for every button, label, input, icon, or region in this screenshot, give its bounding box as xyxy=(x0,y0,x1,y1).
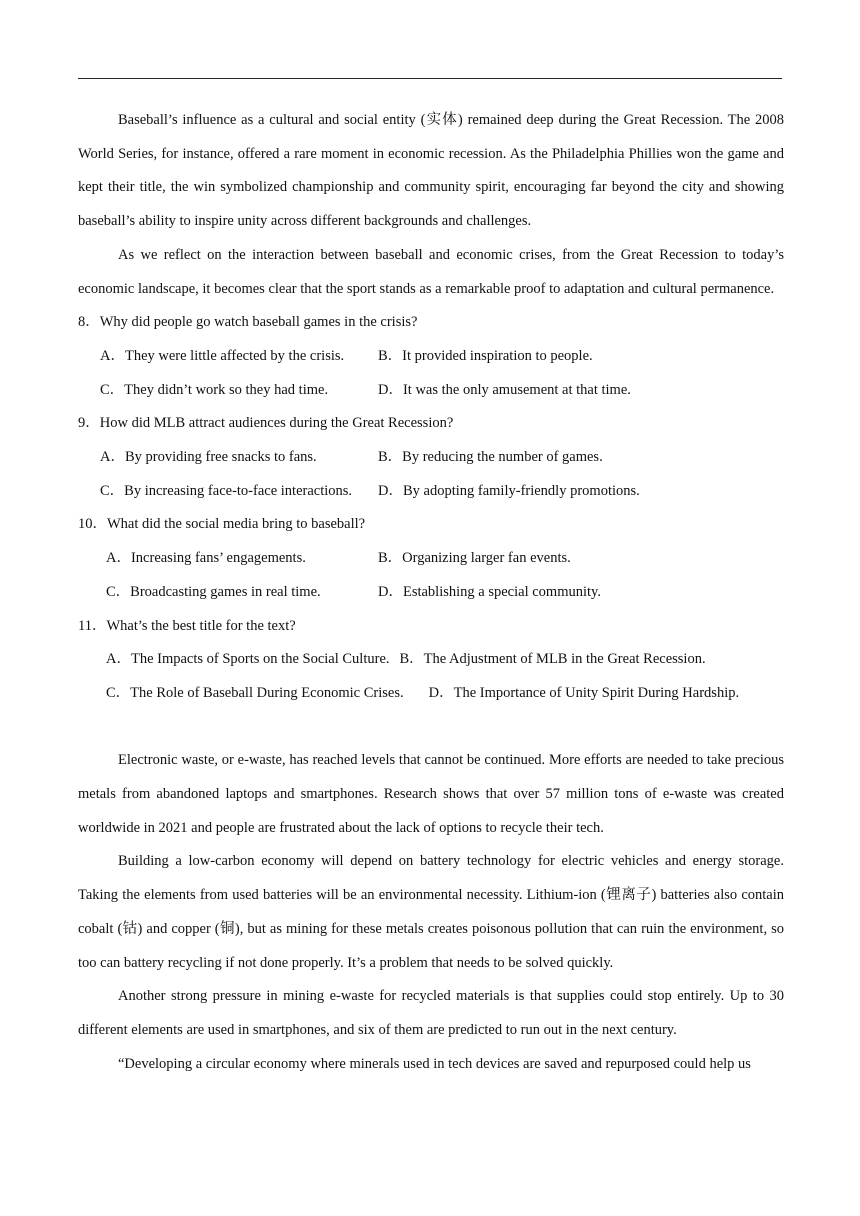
section-gap xyxy=(78,711,784,745)
options-row xyxy=(78,677,784,711)
option-d: D．It was the only amusement at that time. xyxy=(378,381,631,398)
passage-c-paragraph: Baseball’s influence as a cultural and social entity (实体) remained deep during the Great Recession. The 2008 World Series, for instance, offered a rare moment in economic recession. As the Philadelphia Phillies won the game and kept their title, the win symbolized championship and community spirit, encouraging far beyond the city and showing baseball’s ability to inspire unity across different backgrounds and challenges. xyxy=(78,112,784,230)
options-row xyxy=(78,340,784,374)
option-a: A．By providing free snacks to fans. xyxy=(100,449,317,466)
question-stem: 8．Why did people go watch baseball games in the crisis? xyxy=(78,314,418,331)
options-row xyxy=(78,475,784,509)
option-b: B．It provided inspiration to people. xyxy=(378,347,593,364)
option-c: C．By increasing face-to-face interactions. xyxy=(100,482,353,499)
option-a: A．They were little affected by the crisis. xyxy=(100,347,345,364)
question-10 xyxy=(78,508,784,609)
question-11 xyxy=(78,610,784,711)
option-c: C．They didn’t work so they had time. xyxy=(100,381,329,398)
passage-d-paragraph: Building a low-carbon economy will depend on battery technology for electric vehicles and energy storage. Taking the elements from used batteries will be an environmental necessity. Lithium-ion (锂离子) batteries also contain cobalt (钴) and copper (铜), but as mining for these metals creates poisonous pollution that can ruin the environment, so too can battery recycling if not done properly. It’s a problem that needs to be solved quickly. xyxy=(78,853,784,971)
question-stem: 9．How did MLB attract audiences during the Great Recession? xyxy=(78,415,454,432)
option-c: C．Broadcasting games in real time. xyxy=(106,583,321,600)
page-content xyxy=(78,104,784,1081)
passage-c-paragraph: As we reflect on the interaction between baseball and economic crises, from the Great Recession to today’s economic landscape, it becomes clear that the sport stands as a remarkable proof to adaptation and cultural permanence. xyxy=(78,246,784,297)
question-stem: 11．What’s the best title for the text? xyxy=(78,617,296,634)
question-9 xyxy=(78,407,784,508)
passage-d-paragraph: “Developing a circular economy where minerals used in tech devices are saved and repurposed could help us xyxy=(118,1055,751,1072)
option-a: A．The Impacts of Sports on the Social Culture. xyxy=(106,651,390,668)
question-8 xyxy=(78,306,784,407)
option-d: D．By adopting family-friendly promotions. xyxy=(378,482,640,499)
option-b: B．Organizing larger fan events. xyxy=(378,550,571,567)
options-row xyxy=(78,441,784,475)
option-d: D．The Importance of Unity Spirit During Hardship. xyxy=(428,684,740,701)
option-c: C．The Role of Baseball During Economic Crises. xyxy=(106,684,404,701)
question-stem: 10．What did the social media bring to baseball? xyxy=(78,516,366,533)
options-row xyxy=(78,374,784,408)
option-b: B．The Adjustment of MLB in the Great Recession. xyxy=(399,651,706,668)
passage-d-paragraph: Electronic waste, or e-waste, has reached levels that cannot be continued. More efforts are needed to take precious metals from abandoned laptops and smartphones. Research shows that over 57 million tons of e-waste was created worldwide in 2021 and people are frustrated about the lack of options to recycle their tech. xyxy=(78,752,784,836)
options-row xyxy=(78,576,784,610)
options-row xyxy=(78,643,784,677)
option-d: D．Establishing a special community. xyxy=(378,583,601,600)
options-row xyxy=(78,542,784,576)
header-rule xyxy=(78,78,782,79)
option-a: A．Increasing fans’ engagements. xyxy=(106,550,306,567)
option-b: B．By reducing the number of games. xyxy=(378,449,603,466)
passage-d-paragraph: Another strong pressure in mining e-waste for recycled materials is that supplies could stop entirely. Up to 30 different elements are used in smartphones, and six of them are predicted to run out in the next century. xyxy=(78,988,784,1038)
